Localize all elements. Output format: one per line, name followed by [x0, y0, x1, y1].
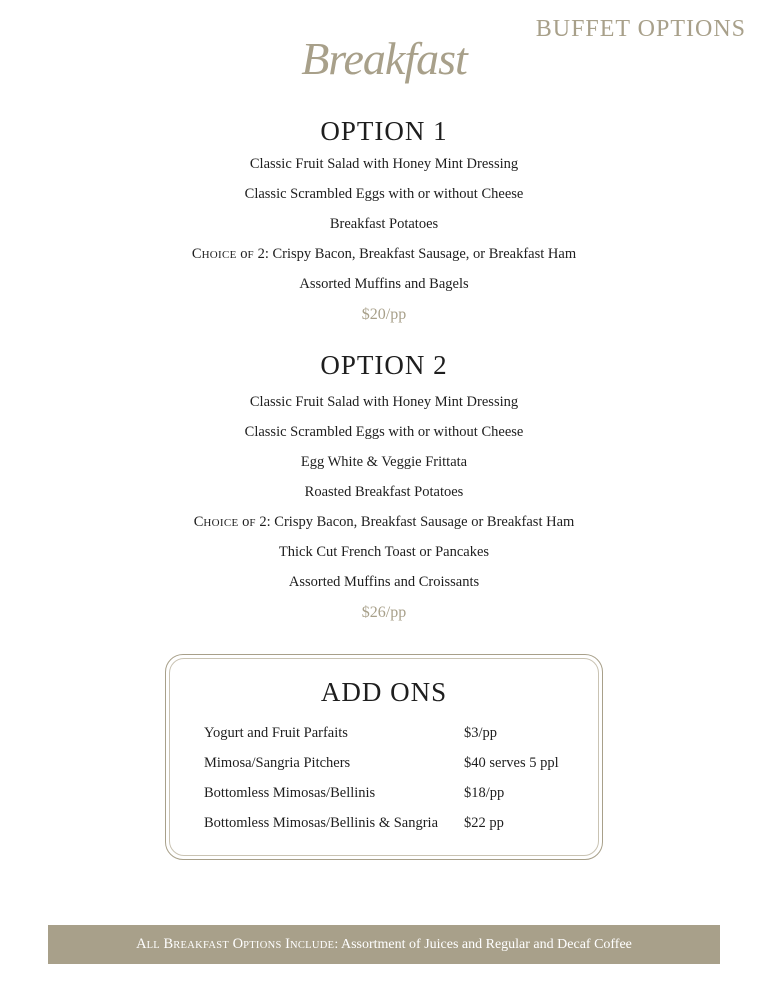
add-on-name: Bottomless Mimosas/Bellinis: [204, 785, 376, 801]
add-on-price: $18/pp: [464, 785, 505, 801]
menu-item: Classic Scrambled Eggs with or without Cheese: [244, 424, 524, 440]
menu-item: Egg White & Veggie Frittata: [300, 454, 468, 470]
menu-item: Classic Fruit Salad with Honey Mint Dressing: [249, 156, 519, 172]
menu-item-choice: CHOICE oF 2: Crispy Bacon, Breakfast Sausage or Breakfast Ham: [193, 514, 575, 530]
menu-item-choice: CHOICE oF 2: Crispy Bacon, Breakfast Sausage, or Breakfast Ham: [191, 246, 577, 262]
menu-item: Classic Fruit Salad with Honey Mint Dressing: [249, 394, 519, 410]
add-on-price: $40 serves 5 ppl: [464, 755, 559, 771]
add-on-price: $22 pp: [464, 815, 504, 831]
add-on-price: $3/pp: [464, 725, 498, 741]
option-2-item-list: [0, 387, 768, 597]
menu-item: Assorted Muffins and Croissants: [288, 574, 480, 590]
add-on-row: [204, 748, 584, 778]
menu-item: Roasted Breakfast Potatoes: [304, 484, 464, 500]
menu-item: Thick Cut French Toast or Pancakes: [278, 544, 490, 560]
menu-item: Classic Scrambled Eggs with or without Cheese: [244, 186, 524, 202]
add-on-row: [204, 808, 584, 838]
add-on-row: [204, 718, 584, 748]
option-2-title: OPTION 2: [320, 350, 448, 380]
add-ons-title: ADD ONS: [320, 677, 448, 707]
menu-item: Breakfast Potatoes: [329, 216, 439, 232]
add-on-name: Yogurt and Fruit Parfaits: [204, 725, 348, 741]
option-2-price: $26/pp: [361, 604, 407, 621]
add-on-name: Mimosa/Sangria Pitchers: [204, 755, 351, 771]
breakfast-script-title: Breakfast: [301, 33, 467, 84]
option-1-price: $20/pp: [361, 306, 407, 323]
add-on-row: [204, 778, 584, 808]
option-1-title: OPTION 1: [320, 116, 448, 146]
option-1-item-list: [0, 149, 768, 299]
footer-banner: ALL BREAKFAST OPTIONS INCLUDE: Assortment of Juices and Regular and Decaf Coffee: [48, 925, 720, 964]
add-on-name: Bottomless Mimosas/Bellinis & Sangria: [204, 815, 439, 831]
add-ons-box: [165, 654, 603, 860]
buffet-options-label: BUFFET OPTIONS: [535, 16, 746, 42]
menu-item: Assorted Muffins and Bagels: [299, 276, 469, 292]
